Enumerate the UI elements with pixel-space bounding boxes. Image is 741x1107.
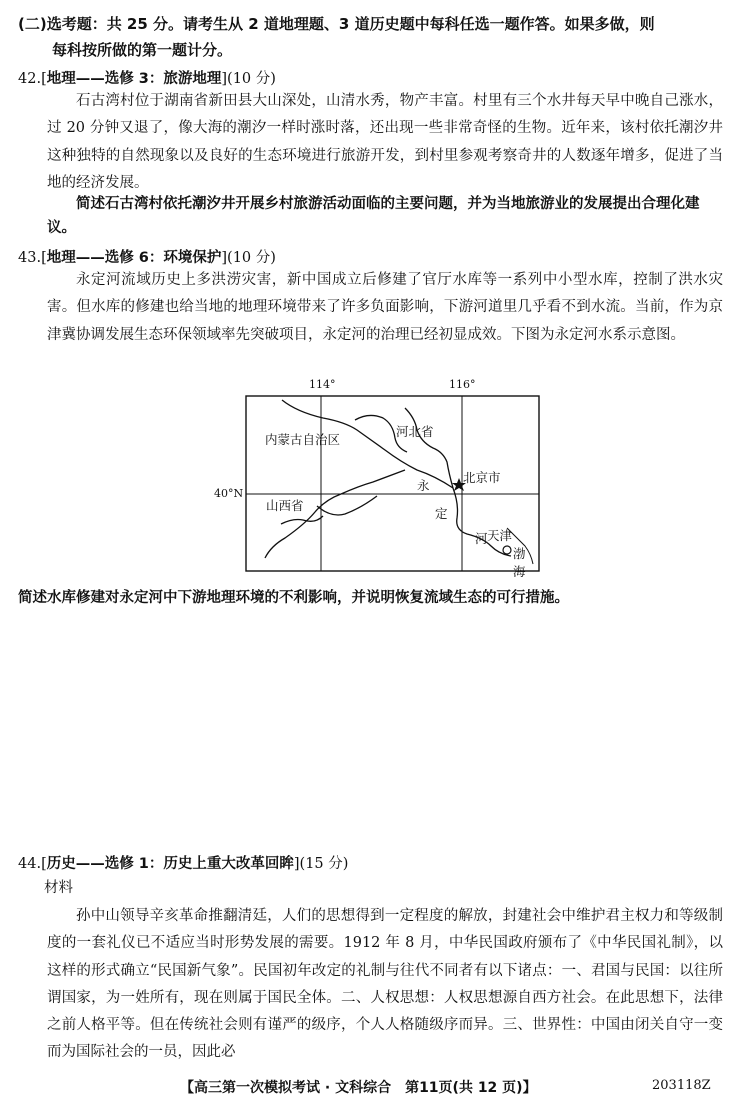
map-lon-116-label: 116° [449,378,476,391]
q44-heading [18,852,348,873]
q44-open-bracket: [ [41,856,47,872]
map-lon-114-label: 114° [309,378,336,391]
q43-score: (10 分) [227,250,276,266]
map-river-upper-sanggan [265,470,405,558]
q42-close-bracket: ] [221,71,228,87]
tianjin-circle-icon [503,546,511,554]
q42-paragraph: 石古湾村位于湖南省新田县大山深处，山清水秀，物产丰富。村里有三个水井每天早中晚自己涨水，过 20 分钟又退了，像大海的潮汐一样时涨时落，还出现一些非常奇怪的生物。近年来，该村依托潮汐井这种独特的自然现象以及良好的生态环境进行旅游开发，到村里参观考察奇井的人数逐年增多，促进了当地的经济发展。 [47,93,723,191]
q44-paragraph: 孙中山领导辛亥革命推翻清廷，人们的思想得到一定程度的解放，封建社会中维护君主权力和等级制度的一套礼仪已不适应当时形势发展的需要。1912 年 8 月，中华民国政府颁布了《中华民国礼制》，以这样的形式确立“民国新气象”。民国初年改定的礼制与往代不同者有以下诸点：一、君国与民国：以往所谓国家，为一姓所有，现在则属于国民全体。二、人权思想：人权思想源自西方社会。在此思想下，法律之前人格平等。但在传统社会则有谨严的级序，个人人格随级序而异。三、世界性：中国由闭关自守一变而为国际社会的一员，因此必 [47,908,723,1061]
q43-open-bracket: [ [41,250,47,266]
map-label-tianjin: 天津 [487,528,513,543]
map-label-beijing: 北京市 [463,470,501,485]
map-label-hebei: 河北省 [396,424,434,439]
q43-paragraph: 永定河流域历史上多洪涝灾害，新中国成立后修建了官厅水库等一系列中小型水库，控制了洪水灾害。但水库的修建也给当地的地理环境带来了许多负面影响，下游河道里几乎看不到水流。当前，作为京津冀协调发展生态环保领域率先突破项目，永定河的治理已经初显成效。下图为永定河水系示意图。 [47,272,723,343]
q42-task: 简述石古湾村依托潮汐井开展乡村旅游活动面临的主要问题，并为当地旅游业的发展提出合理化建议。 [47,196,700,236]
q43-number: 43. [18,250,42,266]
map-label-inner-mongolia: 内蒙古自治区 [265,432,341,447]
map-river-tributary-3 [317,496,377,515]
map-label-shanxi: 山西省 [266,498,304,513]
q44-material-label: 材料 [44,880,73,896]
q43-section: 地理——选修 6：环境保护 [46,250,222,266]
q44-score: (15 分) [299,856,349,872]
map-label-sea-char-2: 海 [513,564,526,579]
map-label-sea-char-1: 渤 [513,546,526,561]
section-header-line2: 每科按所做的第一题计分。 [52,41,233,59]
q44-number: 44. [18,856,42,872]
footer-code: 203118Z [652,1078,711,1093]
q44-section: 历史——选修 1：历史上重大改革回眸 [46,856,294,872]
map-label-river-char-3: 河 [475,531,488,546]
yongding-river-map [245,378,541,608]
section-header-line1: (二)选考题：共 25 分。请考生从 2 道地理题、3 道历史题中每科任选一题作答。如果多做，则 [18,15,655,33]
q42-number: 42. [18,71,42,87]
map-river-shanxi-tributary [281,516,323,524]
q43-close-bracket: ] [221,250,228,266]
footer-exam-info: 【高三第一次模拟考试 · 文科综合 第11页(共 12 页)】 [180,1080,537,1096]
q42-score: (10 分) [227,71,276,87]
q44-close-bracket: ] [293,856,300,872]
q42-section: 地理——选修 3：旅游地理 [46,71,222,87]
map-label-river-char-2: 定 [435,506,448,521]
q42-open-bracket: [ [41,71,47,87]
q42-heading [18,67,276,88]
map-lat-40n-label: 40°N [214,487,244,500]
map-river-tributary-2 [405,408,453,488]
map-label-river-char-1: 永 [417,478,430,493]
q43-task: 简述水库修建对永定河中下游地理环境的不利影响，并说明恢复流域生态的可行措施。 [18,590,569,606]
q43-heading [18,246,276,267]
